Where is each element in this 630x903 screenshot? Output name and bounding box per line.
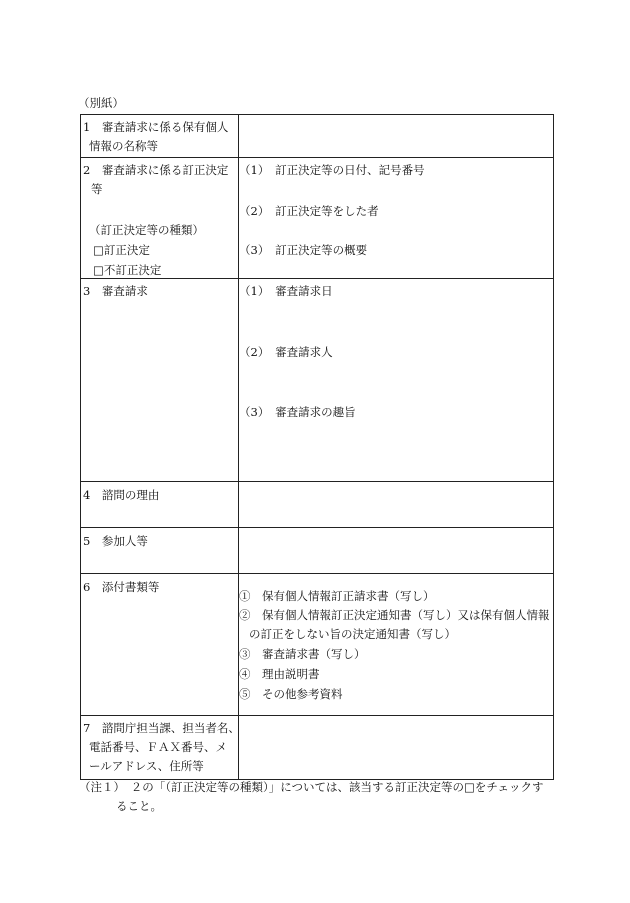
row-5-value-cell xyxy=(239,528,554,574)
attachment-item-5: ⑤ その他参考資料 xyxy=(239,687,343,701)
attachment-item-2: ② 保有個人情報訂正決定通知書（写し）又は保有個人情報 xyxy=(239,608,550,622)
row-2-item-2: （2） 訂正決定等をした者 xyxy=(239,204,379,218)
row-3-item-1: （1） 審査請求日 xyxy=(239,284,333,298)
row-3-item-3: （3） 審査請求の趣旨 xyxy=(239,405,356,419)
row-1-value-cell xyxy=(239,115,554,158)
attachment-item-2-cont: の訂正をしない旨の決定通知書（写し） xyxy=(249,627,456,641)
table-row-3 xyxy=(81,279,554,482)
row-2-value-cell xyxy=(239,158,554,279)
row-3-label-cell xyxy=(81,279,239,482)
form-table xyxy=(80,114,554,780)
row-1-label-line-1: 1 審査請求に係る保有個人 xyxy=(83,120,229,134)
attachment-label: （別紙） xyxy=(78,96,124,110)
row-2-item-3: （3） 訂正決定等の概要 xyxy=(239,243,368,257)
row-7-value-cell xyxy=(239,716,554,780)
table-row-5 xyxy=(81,528,554,574)
footnote xyxy=(79,778,544,816)
table-row-2 xyxy=(81,158,554,279)
checkbox-correction-decision: □訂正決定 xyxy=(93,243,150,257)
row-6-value-cell xyxy=(239,574,554,716)
attachment-item-4: ④ 理由説明書 xyxy=(239,667,320,681)
table-row-7 xyxy=(81,716,554,780)
footnote-line-2: ること。 xyxy=(116,799,162,813)
row-6-label-cell xyxy=(81,574,239,716)
checkbox-no-correction-decision: □不訂正決定 xyxy=(93,263,162,277)
row-6-label-line-1: 6 添付書類等 xyxy=(83,580,160,594)
row-3-item-2: （2） 審査請求人 xyxy=(239,345,333,359)
footnote-line-1: （注１） ２の「（訂正決定等の種類）」については、該当する訂正決定等の□をチェックす xyxy=(79,780,544,794)
row-4-value-cell xyxy=(239,482,554,528)
row-2-item-1: （1） 訂正決定等の日付、記号番号 xyxy=(239,163,425,177)
table-row-1 xyxy=(81,115,554,158)
row-3-value-cell xyxy=(239,279,554,482)
row-2-label-line-2: 等 xyxy=(91,182,103,196)
row-2-label-cell xyxy=(81,158,239,279)
table-row-4 xyxy=(81,482,554,528)
row-3-label-line-1: 3 審査請求 xyxy=(83,284,148,298)
row-5-label-line-1: 5 参加人等 xyxy=(83,534,148,548)
decision-type-heading: （訂正決定等の種類） xyxy=(89,223,204,237)
row-4-label-cell xyxy=(81,482,239,528)
attachment-item-3: ③ 審査請求書（写し） xyxy=(239,647,366,661)
row-2-label-line-1: 2 審査請求に係る訂正決定 xyxy=(83,163,229,177)
table-row-6 xyxy=(81,574,554,716)
row-1-label-line-2: 情報の名称等 xyxy=(89,139,158,153)
row-7-label-cell xyxy=(81,716,239,780)
row-1-label-cell xyxy=(81,115,239,158)
row-7-label-line-3: ールアドレス、住所等 xyxy=(89,759,204,773)
row-7-label-line-1: 7 諮問庁担当課、担当者名、 xyxy=(83,721,240,735)
row-4-label-line-1: 4 諮問の理由 xyxy=(83,488,160,502)
row-7-label-line-2: 電話番号、ＦＡＸ番号、メ xyxy=(89,740,227,754)
row-5-label-cell xyxy=(81,528,239,574)
attachment-item-1: ① 保有個人情報訂正請求書（写し） xyxy=(239,589,435,603)
